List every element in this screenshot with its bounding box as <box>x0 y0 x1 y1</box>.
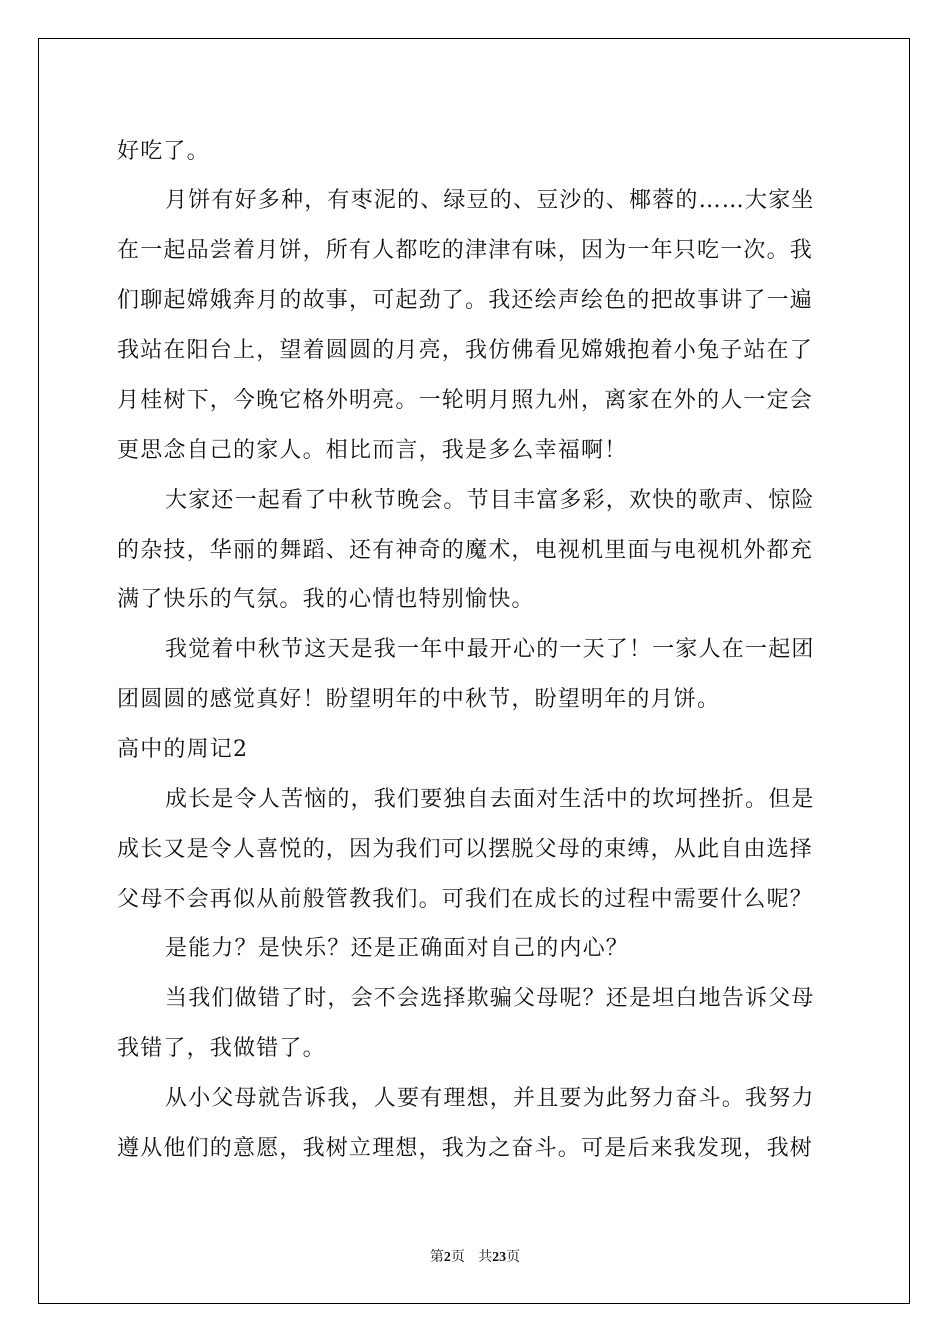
total-pages: 23 <box>492 1250 507 1265</box>
text-line: 在一起品尝着月饼，所有人都吃的津津有味，因为一年只吃一次。我 <box>117 238 814 263</box>
text-line: 我站在阳台上，望着圆圆的月亮，我仿佛看见嫦娥抱着小兔子站在了 <box>117 338 814 363</box>
text-line: 们聊起嫦娥奔月的故事，可起劲了。我还绘声绘色的把故事讲了一遍 <box>117 288 814 313</box>
text-line: 更思念自己的家人。相比而言，我是多么幸福啊！ <box>117 438 628 463</box>
total-suffix: 页 <box>506 1249 521 1265</box>
text-line: 父母不会再似从前般管教我们。可我们在成长的过程中需要什么呢？ <box>117 887 814 912</box>
text-line: 月桂树下，今晚它格外明亮。一轮明月照九州，离家在外的人一定会 <box>117 388 814 413</box>
text-line: 的杂技，华丽的舞蹈、还有神奇的魔术，电视机里面与电视机外都充 <box>117 538 814 563</box>
text-line: 成长是令人苦恼的，我们要独自去面对生活中的坎坷挫折。但是 <box>165 787 815 812</box>
page-suffix: 页 <box>450 1249 465 1265</box>
text-line: 成长又是令人喜悦的，因为我们可以摆脱父母的束缚，从此自由选择 <box>117 837 814 862</box>
page-footer <box>0 1248 950 1267</box>
text-line: 大家还一起看了中秋节晚会。节目丰富多彩，欢快的歌声、惊险 <box>165 488 815 513</box>
total-prefix: 共 <box>478 1249 493 1265</box>
text-line: 好吃了。 <box>117 139 210 164</box>
page-prefix: 第 <box>429 1249 444 1265</box>
text-line: 当我们做错了时，会不会选择欺骗父母呢？还是坦白地告诉父母 <box>165 986 815 1011</box>
page-frame <box>38 38 910 1304</box>
text-line: 是能力？是快乐？还是正确面对自己的内心？ <box>165 936 630 961</box>
text-line: 我觉着中秋节这天是我一年中最开心的一天了！一家人在一起团 <box>165 637 815 662</box>
text-line: 月饼有好多种，有枣泥的、绿豆的、豆沙的、椰蓉的……大家坐 <box>165 188 815 213</box>
text-line: 从小父母就告诉我，人要有理想，并且要为此努力奋斗。我努力 <box>165 1086 815 1111</box>
text-line: 遵从他们的意愿，我树立理想，我为之奋斗。可是后来我发现，我树 <box>117 1136 814 1161</box>
page-number: 2 <box>443 1250 451 1265</box>
text-line: 满了快乐的气氛。我的心情也特别愉快。 <box>117 587 535 612</box>
text-line: 团圆圆的感觉真好！盼望明年的中秋节，盼望明年的月饼。 <box>117 687 721 712</box>
section-heading: 高中的周记2 <box>117 737 249 762</box>
text-line: 我错了，我做错了。 <box>117 1036 326 1061</box>
